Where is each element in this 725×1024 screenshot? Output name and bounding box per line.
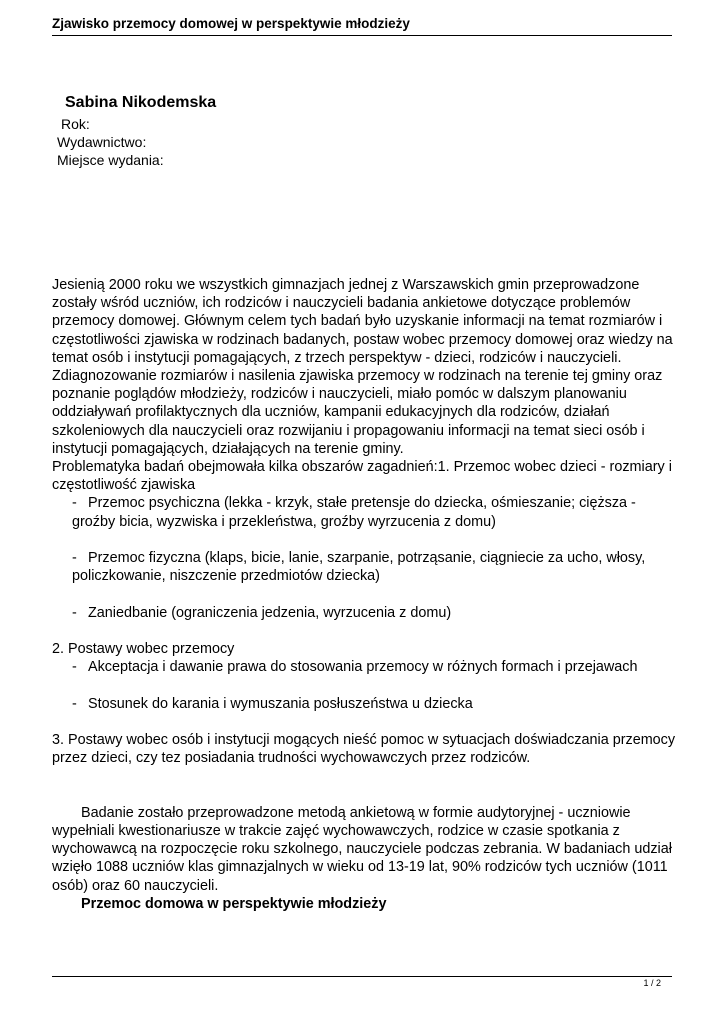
meta-year-label: Rok:	[61, 116, 90, 132]
list-item	[52, 494, 682, 530]
header-divider	[52, 35, 672, 36]
section-2-heading: 2. Postawy wobec przemocy	[52, 641, 235, 658]
spacer	[52, 531, 682, 549]
meta-place-label: Miejsce wydania:	[57, 152, 164, 168]
list-item	[52, 695, 682, 713]
spacer	[52, 676, 682, 694]
spacer	[52, 585, 682, 603]
spacer	[52, 767, 682, 803]
page-header-title: Zjawisko przemocy domowej w perspektywie młodzieży	[52, 16, 410, 31]
article-body	[52, 276, 682, 913]
list-dash: -	[72, 695, 77, 712]
list-item	[52, 604, 682, 622]
list-item	[52, 549, 682, 585]
spacer	[52, 622, 682, 640]
author-name: Sabina Nikodemska	[65, 94, 217, 111]
list-item-text: Przemoc fizyczna (klaps, bicie, lanie, szarpanie, potrząsanie, ciągniecie za ucho, włosy, policzkowanie, niszczenie przedmiotów dziecka)	[72, 550, 646, 585]
spacer	[52, 713, 682, 731]
problematyka-paragraph: Problematyka badań obejmowała kilka obszarów zagadnień:1. Przemoc wobec dzieci - rozmiary i częstotliwość zjawiska	[52, 459, 672, 494]
list-item-text: Zaniedbanie (ograniczenia jedzenia, wyrzucenia z domu)	[88, 604, 452, 621]
section-3-paragraph: 3. Postawy wobec osób i instytucji mogących nieść pomoc w sytuacjach doświadczania przemocy przez dzieci, czy tez posiadania trudności wychowawczych przez rodziców.	[52, 732, 676, 767]
meta-publisher-label: Wydawnictwo:	[57, 134, 147, 150]
list-dash: -	[72, 550, 77, 567]
list-item-text: Akceptacja i dawanie prawa do stosowania przemocy w różnych formach i przejawach	[88, 659, 638, 676]
list-dash: -	[72, 495, 77, 512]
list-dash: -	[72, 604, 77, 621]
section-subheading: Przemoc domowa w perspektywie młodzieży	[81, 895, 387, 912]
list-dash: -	[72, 659, 77, 676]
list-item	[52, 658, 682, 676]
badanie-paragraph: Badanie zostało przeprowadzone metodą ankietową w formie audytoryjnej - uczniowie wypełniali kwestionariusze w trakcie zajęć wychowawczych, rodzice w czasie spotkania z wychowawcą na rozpoczęcie roku szkolnego, nauczyciele podczas zebrania. W badaniach udział wzięło 1088 uczniów klas gimnazjalnych w wieku od 13-19 lat, 90% rodziców tych uczniów (1011 osób) oraz 60 nauczycieli.	[52, 804, 672, 894]
footer-divider	[52, 976, 672, 977]
intro-paragraph: Jesienią 2000 roku we wszystkich gimnazjach jednej z Warszawskich gmin przeprowadzone zostały wśród uczniów, ich rodziców i nauczycieli badania ankietowe dotyczące problemów przemocy domowej. Głównym celem tych badań było uzyskanie informacji na temat rozmiarów i częstotliwości zjawiska w rodzinach badanych, postaw wobec przemocy domowej oraz wiedzy na temat osób i instytucji pomagających, z trzech perspektyw - dzieci, rodziców i nauczycieli. Zdiagnozowanie rozmiarów i nasilenia zjawiska przemocy w rodzinach na terenie tej gminy oraz poznanie poglądów młodzieży, rodziców i nauczycieli, miało pomóc w dalszym planowaniu oddziaływań profilaktycznych dla uczniów, kampanii edukacyjnych dla rodziców, działań szkoleniowych dla nauczycieli oraz rozwijaniu i propagowaniu informacji na temat sieci osób i instytucji pomagających, działających na terenie gminy.	[52, 277, 673, 457]
page-number: 1 / 2	[643, 978, 661, 988]
list-item-text: Przemoc psychiczna (lekka - krzyk, stałe pretensje do dziecka, ośmieszanie; cięższa - groźby bicia, wyzwiska i przekleństwa, groźby wyrzucenia z domu)	[72, 495, 636, 530]
list-item-text: Stosunek do karania i wymuszania posłuszeństwa u dziecka	[88, 695, 473, 712]
